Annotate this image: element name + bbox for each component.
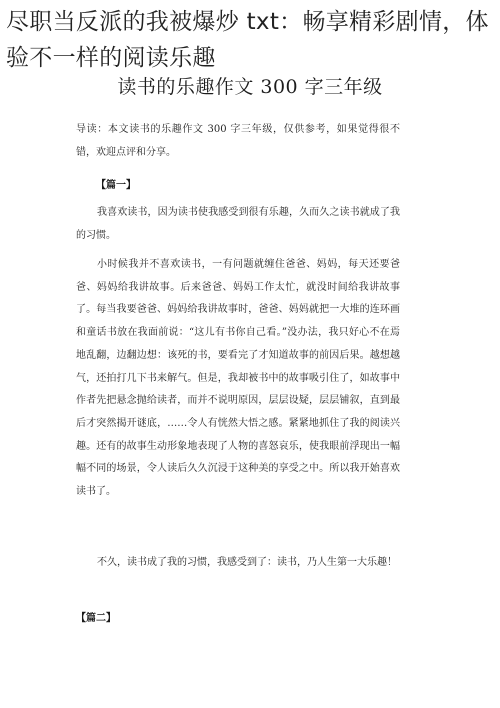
- overlay-title: 尽职当反派的我被爆炒 txt：畅享精彩剧情，体验不一样的阅读乐趣: [6, 9, 489, 71]
- section-label-2: 【篇二】: [76, 613, 116, 624]
- intro-paragraph: 导读：本文读书的乐趣作文 300 字三年级，仅供参考，如果觉得很不错，欢迎点评和分享。: [76, 124, 400, 158]
- section-label-1: 【篇一】: [96, 180, 136, 191]
- document-title: 读书的乐趣作文 300 字三年级: [117, 76, 383, 98]
- paragraph-2: 小时候我并不喜欢读书，一有问题就缠住爸爸、妈妈，每天还要爸爸、妈妈给我讲故事。后来爸爸、妈妈工作太忙，就没时间给我讲故事了。每当我要爸爸、妈妈给我讲故事时，爸爸、妈妈就把一大堆的连环画和童话书放在我面前说：“这儿有书你自己看。”没办法，我只好心不在焉地乱翻，边翻边想：该死的书，要看完了才知道故事的前因后果。越想越气，还拍打几下书来解气。但是，我却被书中的故事吸引住了，如故事中作者先把悬念抛给读者，而并不说明原因，层层设疑，层层铺叙，直到最后才突然揭开谜底，……令人有恍然大悟之感。紧紧地抓住了我的阅读兴趣。还有的故事生动形象地表现了人物的喜怒哀乐，使我眼前浮现出一幅幅不同的场景，令人读后久久沉浸于这种美的享受之中。所以我开始喜欢读书了。: [76, 259, 400, 498]
- paragraph-1: 我喜欢读书，因为读书使我感受到很有乐趣，久而久之读书就成了我的习惯。: [76, 207, 400, 241]
- paragraph-3: 不久，读书成了我的习惯，我感受到了：读书，乃人生第一大乐趣！: [97, 557, 397, 568]
